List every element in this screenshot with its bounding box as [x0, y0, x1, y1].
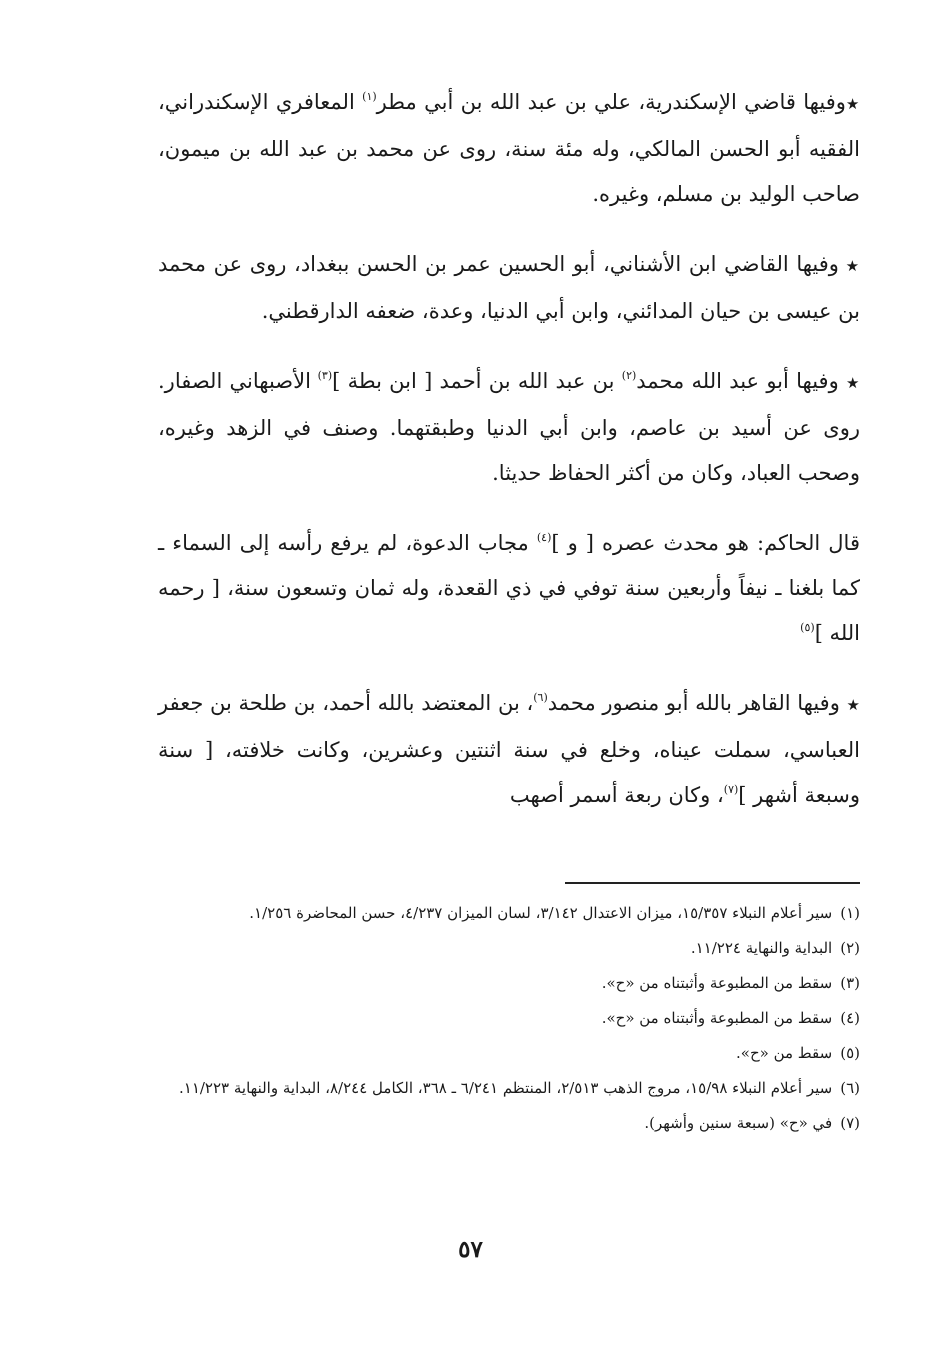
paragraph-al-hakim-quote	[158, 521, 860, 656]
footnote-item	[158, 1036, 860, 1071]
paragraph-ibn-batta	[158, 359, 860, 496]
paragraph-text: وفيها قاضي الإسكندرية، علي بن عبد الله بن أبي مطر	[376, 90, 846, 114]
footnote-text: سير أعلام النبلاء ١٥/٣٥٧، ميزان الاعتدال ٣/١٤٢، لسان الميزان ٤/٢٣٧، حسن المحاضرة ١/٢٥٦.	[249, 904, 833, 922]
footnote-ref: (٥)	[800, 621, 815, 634]
footnote-text: سقط من المطبوعة وأثبتناه من «ح».	[601, 974, 833, 992]
footnotes-section	[158, 896, 860, 1141]
footnote-ref: (٢)	[621, 369, 637, 382]
footnote-item	[158, 1106, 860, 1141]
paragraph-text: ، بن المعتضد بالله أحمد، بن طلحة بن جعفر العباسي، سملت عيناه، وخلع في سنة اثنتين وعشرين، وكانت خلافته، [ سنة وسبعة أشهر ]	[158, 691, 860, 807]
footnote-number: (٧)	[840, 1114, 860, 1132]
paragraph-text: وفيها أبو عبد الله محمد	[636, 369, 846, 393]
footnote-item	[158, 1071, 860, 1106]
paragraph-text: ، وكان ربعة أسمر أصهب	[509, 783, 724, 807]
footnote-item	[158, 966, 860, 1001]
paragraph-text: قال الحاكم: هو محدث عصره [ و ]	[551, 531, 860, 555]
footnote-ref: (٣)	[317, 369, 333, 382]
footnote-divider	[565, 882, 860, 884]
paragraph-text: مجاب الدعوة، لم يرفع رأسه إلى السماء ـ كما بلغنا ـ نيفاً وأربعين سنة توفي في ذي القعدة، وله ثمان وتسعون سنة، [ رحمه الله ]	[158, 531, 860, 645]
star-marker: ★	[845, 95, 861, 113]
star-marker: ★	[845, 374, 860, 392]
footnote-number: (٣)	[840, 974, 860, 992]
footnote-number: (٦)	[840, 1079, 860, 1097]
footnote-text: سقط من المطبوعة وأثبتناه من «ح».	[601, 1009, 833, 1027]
footnote-number: (١)	[840, 904, 860, 922]
paragraph-text: المعافري الإسكندراني، الفقيه أبو الحسن المالكي، وله مئة سنة، روى عن محمد بن عبد الله بن ميمون، صاحب الوليد بن مسلم، وغيره.	[158, 90, 860, 206]
footnote-text: البداية والنهاية ١١/٢٢٤.	[690, 939, 833, 957]
footnote-item	[158, 931, 860, 966]
paragraph-text: بن عبد الله بن أحمد [ ابن بطة ]	[332, 369, 622, 393]
footnote-ref: (٦)	[533, 691, 548, 704]
star-marker: ★	[845, 257, 860, 275]
footnote-number: (٢)	[840, 939, 860, 957]
paragraph-text: الأصبهاني الصفار. روى عن أسيد بن عاصم، وابن أبي الدنيا وطبقتهما. وصنف في الزهد وغيره، وصحب العباد، وكان من أكثر الحفاظ حديثا.	[158, 369, 860, 485]
footnote-item	[158, 896, 860, 931]
footnote-ref: (٧)	[723, 783, 739, 796]
page-number: ٥٧	[458, 1236, 483, 1263]
footnote-number: (٥)	[840, 1044, 860, 1062]
paragraph-text: وفيها القاهر بالله أبو منصور محمد	[547, 691, 847, 715]
footnote-item	[158, 1001, 860, 1036]
paragraph-qadi-iskandariya	[158, 80, 860, 217]
paragraph-text: وفيها القاضي ابن الأشناني، أبو الحسين عمر بن الحسن ببغداد، روى عن محمد بن عيسى بن حيان المدائني، وابن أبي الدنيا، وعدة، ضعفه الدارقطني.	[158, 252, 860, 323]
footnote-text: في «ح» (سبعة سنين وأشهر).	[644, 1114, 833, 1132]
star-marker: ★	[846, 696, 860, 714]
footnote-text: سقط من «ح».	[736, 1044, 833, 1062]
main-text	[158, 80, 860, 818]
footnote-ref: (٤)	[536, 531, 552, 544]
paragraph-al-qahir-billah	[158, 681, 860, 818]
footnote-ref: (١)	[362, 90, 377, 103]
footnote-text: سير أعلام النبلاء ١٥/٩٨، مروج الذهب ٢/٥١٣، المنتظم ٦/٢٤١ ـ ٣٦٨، الكامل ٨/٢٤٤، البداية والنهاية ١١/٢٢٣.	[178, 1079, 833, 1097]
footnote-number: (٤)	[840, 1009, 860, 1027]
paragraph-ibn-al-ushnani	[158, 242, 860, 334]
